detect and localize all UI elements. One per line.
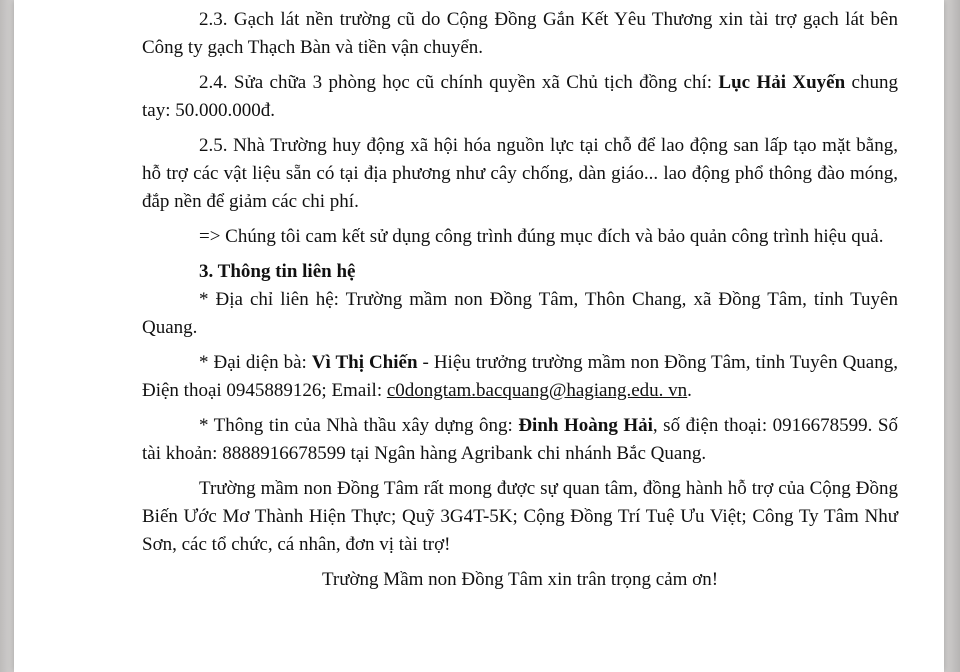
contractor-name: Đinh Hoàng Hải	[518, 415, 653, 436]
item-2-5: 2.5. Nhà Trường huy động xã hội hóa nguồn lực tại chỗ để lao động san lấp tạo mặt bằng, hỗ trợ các vật liệu sẵn có tại địa phương như cây chống, dàn giáo... lao động phổ thông đào móng, đắp nền để giảm các chi phí.	[142, 135, 898, 212]
commitment-paragraph: => Chúng tôi cam kết sử dụng công trình đúng mục đích và bảo quản công trình hiệu quả.	[199, 226, 884, 247]
item-2-4	[142, 69, 898, 125]
contractor-details: , số điện thoại: 0916678599. Số tài khoản: 8888916678599 tại Ngân hàng Agribank chi nhánh Bắc Quang.	[142, 415, 898, 464]
thanks-line: Trường Mầm non Đồng Tâm xin trân trọng cảm ơn!	[321, 569, 719, 590]
closing-paragraph: Trường mầm non Đồng Tâm rất mong được sự quan tâm, đồng hành hỗ trợ của Cộng Đồng Biến Ước Mơ Thành Hiện Thực; Quỹ 3G4T-5K; Cộng Đồng Trí Tuệ Ưu Việt; Công Ty Tâm Như Sơn, các tổ chức, cá nhân, đơn vị tài trợ!	[142, 478, 898, 555]
document-body	[142, 6, 898, 594]
section-3-heading: 3. Thông tin liên hệ	[199, 261, 356, 282]
contractor-label: * Thông tin của Nhà thầu xây dựng ông:	[199, 415, 519, 436]
contractor-info	[142, 412, 898, 468]
item-2-3: 2.3. Gạch lát nền trường cũ do Cộng Đồng Gắn Kết Yêu Thương xin tài trợ gạch lát bên Công ty gạch Thạch Bàn và tiền vận chuyển.	[142, 9, 898, 58]
item-2-4-amount: chung tay: 50.000.000đ.	[142, 72, 898, 121]
representative-name: Vì Thị Chiến	[311, 352, 418, 373]
representative-details: - Hiệu trưởng trường mầm non Đồng Tâm, tỉnh Tuyên Quang, Điện thoại 0945889126; Email:	[142, 352, 898, 401]
contact-address: * Địa chỉ liên hệ: Trường mầm non Đồng Tâm, Thôn Chang, xã Đồng Tâm, tỉnh Tuyên Quang.	[142, 289, 898, 338]
representative-end: .	[687, 380, 692, 401]
document-page	[14, 0, 944, 672]
representative-info	[142, 349, 898, 405]
email-link[interactable]: c0dongtam.bacquang@hagiang.edu. vn	[386, 380, 688, 401]
official-name: Lục Hải Xuyến	[718, 72, 846, 93]
item-2-4-text: 2.4. Sửa chữa 3 phòng học cũ chính quyền xã Chủ tịch đồng chí:	[199, 72, 719, 93]
representative-label: * Đại diện bà:	[199, 352, 312, 373]
